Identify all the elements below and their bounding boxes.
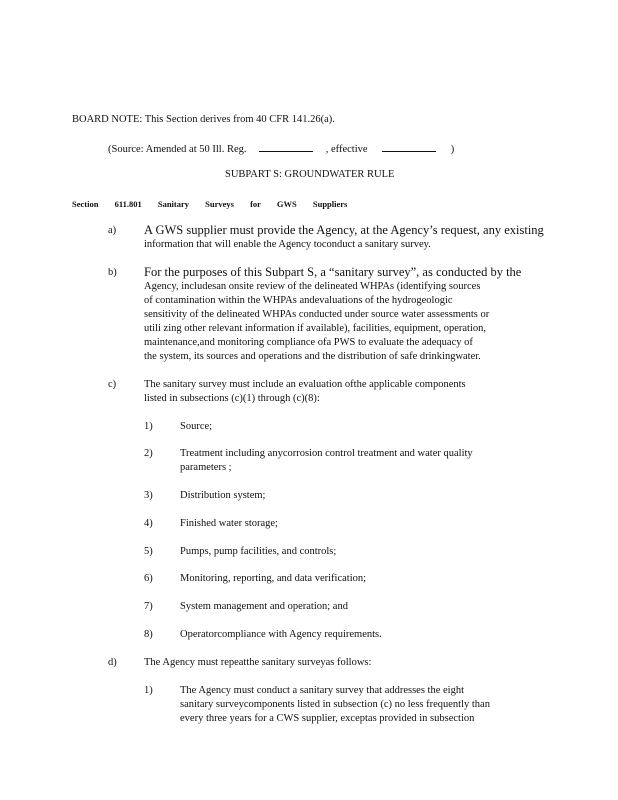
c-item-5-text: Pumps, pump facilities, and controls; [180, 546, 337, 557]
paragraph-a-label: a) [108, 225, 117, 236]
c-item-3-num: 3) [144, 490, 153, 501]
paragraph-c-line1: The sanitary survey must include an evaluation ofthe applicable components [144, 379, 466, 390]
paragraph-a-line2: information that will enable the Agency toconduct a sanitary survey. [144, 239, 431, 250]
c-item-6-num: 6) [144, 573, 153, 584]
source-effective: , effective [325, 144, 368, 155]
paragraph-c-label: c) [108, 379, 117, 390]
c-item-5-num: 5) [144, 546, 153, 557]
d-item-1-line2: sanitary surveycomponents listed in subsection (c) no less frequently than [180, 699, 490, 710]
effective-date-blank [382, 141, 436, 152]
paragraph-d-label: d) [108, 657, 117, 668]
c-item-4-text: Finished water storage; [180, 518, 278, 529]
paragraph-b-line3: of contamination within the WHPAs andevaluations of the hydrogeologic [144, 295, 453, 306]
source-prefix: (Source: Amended at 50 Ill. Reg. [108, 144, 247, 155]
c-item-1-num: 1) [144, 421, 153, 432]
paragraph-b-line5: utili zing other relevant information if available), facilities, equipment, operation, [144, 323, 487, 334]
c-item-2-text: Treatment including anycorrosion control treatment and water quality [180, 448, 473, 459]
c-item-2-text2: parameters ; [180, 462, 232, 473]
c-item-3-text: Distribution system; [180, 490, 266, 501]
paragraph-a-line1: A GWS supplier must provide the Agency, at the Agency’s request, any existing [144, 223, 544, 237]
paragraph-b-line6: maintenance,and monitoring compliance ofa PWS to evaluate the adequacy of [144, 337, 473, 348]
paragraph-b-line4: sensitivity of the delineated WHPAs conducted under source water assessments or [144, 309, 490, 320]
source-close: ) [450, 144, 455, 155]
paragraph-b-line7: the system, its sources and operations and the distribution of safe drinkingwater. [144, 351, 481, 362]
c-item-1-text: Source; [180, 421, 213, 432]
subpart-title: SUBPART S: GROUNDWATER RULE [225, 169, 395, 180]
c-item-6-text: Monitoring, reporting, and data verification; [180, 573, 367, 584]
section-heading: Section 611.801 Sanitary Surveys for GWS Suppliers [72, 199, 348, 209]
d-item-1-num: 1) [144, 685, 153, 696]
d-item-1-line3: every three years for a CWS supplier, exceptas provided in subsection [180, 713, 475, 724]
c-item-2-num: 2) [144, 448, 153, 459]
board-note: BOARD NOTE: This Section derives from 40 CFR 141.26(a). [72, 114, 335, 125]
d-item-1-line1: The Agency must conduct a sanitary survey that addresses the eight [180, 685, 465, 696]
paragraph-b-label: b) [108, 267, 117, 278]
paragraph-d-line1: The Agency must repeatthe sanitary surveyas follows: [144, 657, 372, 668]
source-line [108, 141, 454, 157]
paragraph-b-line2: Agency, includesan onsite review of the delineated WHPAs (identifying sources [144, 281, 481, 292]
paragraph-c-line2: listed in subsections (c)(1) through (c)(8): [144, 393, 320, 404]
c-item-7-num: 7) [144, 601, 153, 612]
paragraph-b-line1: For the purposes of this Subpart S, a “sanitary survey”, as conducted by the [144, 265, 522, 279]
c-item-4-num: 4) [144, 518, 153, 529]
c-item-8-num: 8) [144, 629, 153, 640]
source-date-blank [259, 141, 313, 152]
c-item-7-text: System management and operation; and [180, 601, 348, 612]
c-item-8-text: Operatorcompliance with Agency requirements. [180, 629, 382, 640]
